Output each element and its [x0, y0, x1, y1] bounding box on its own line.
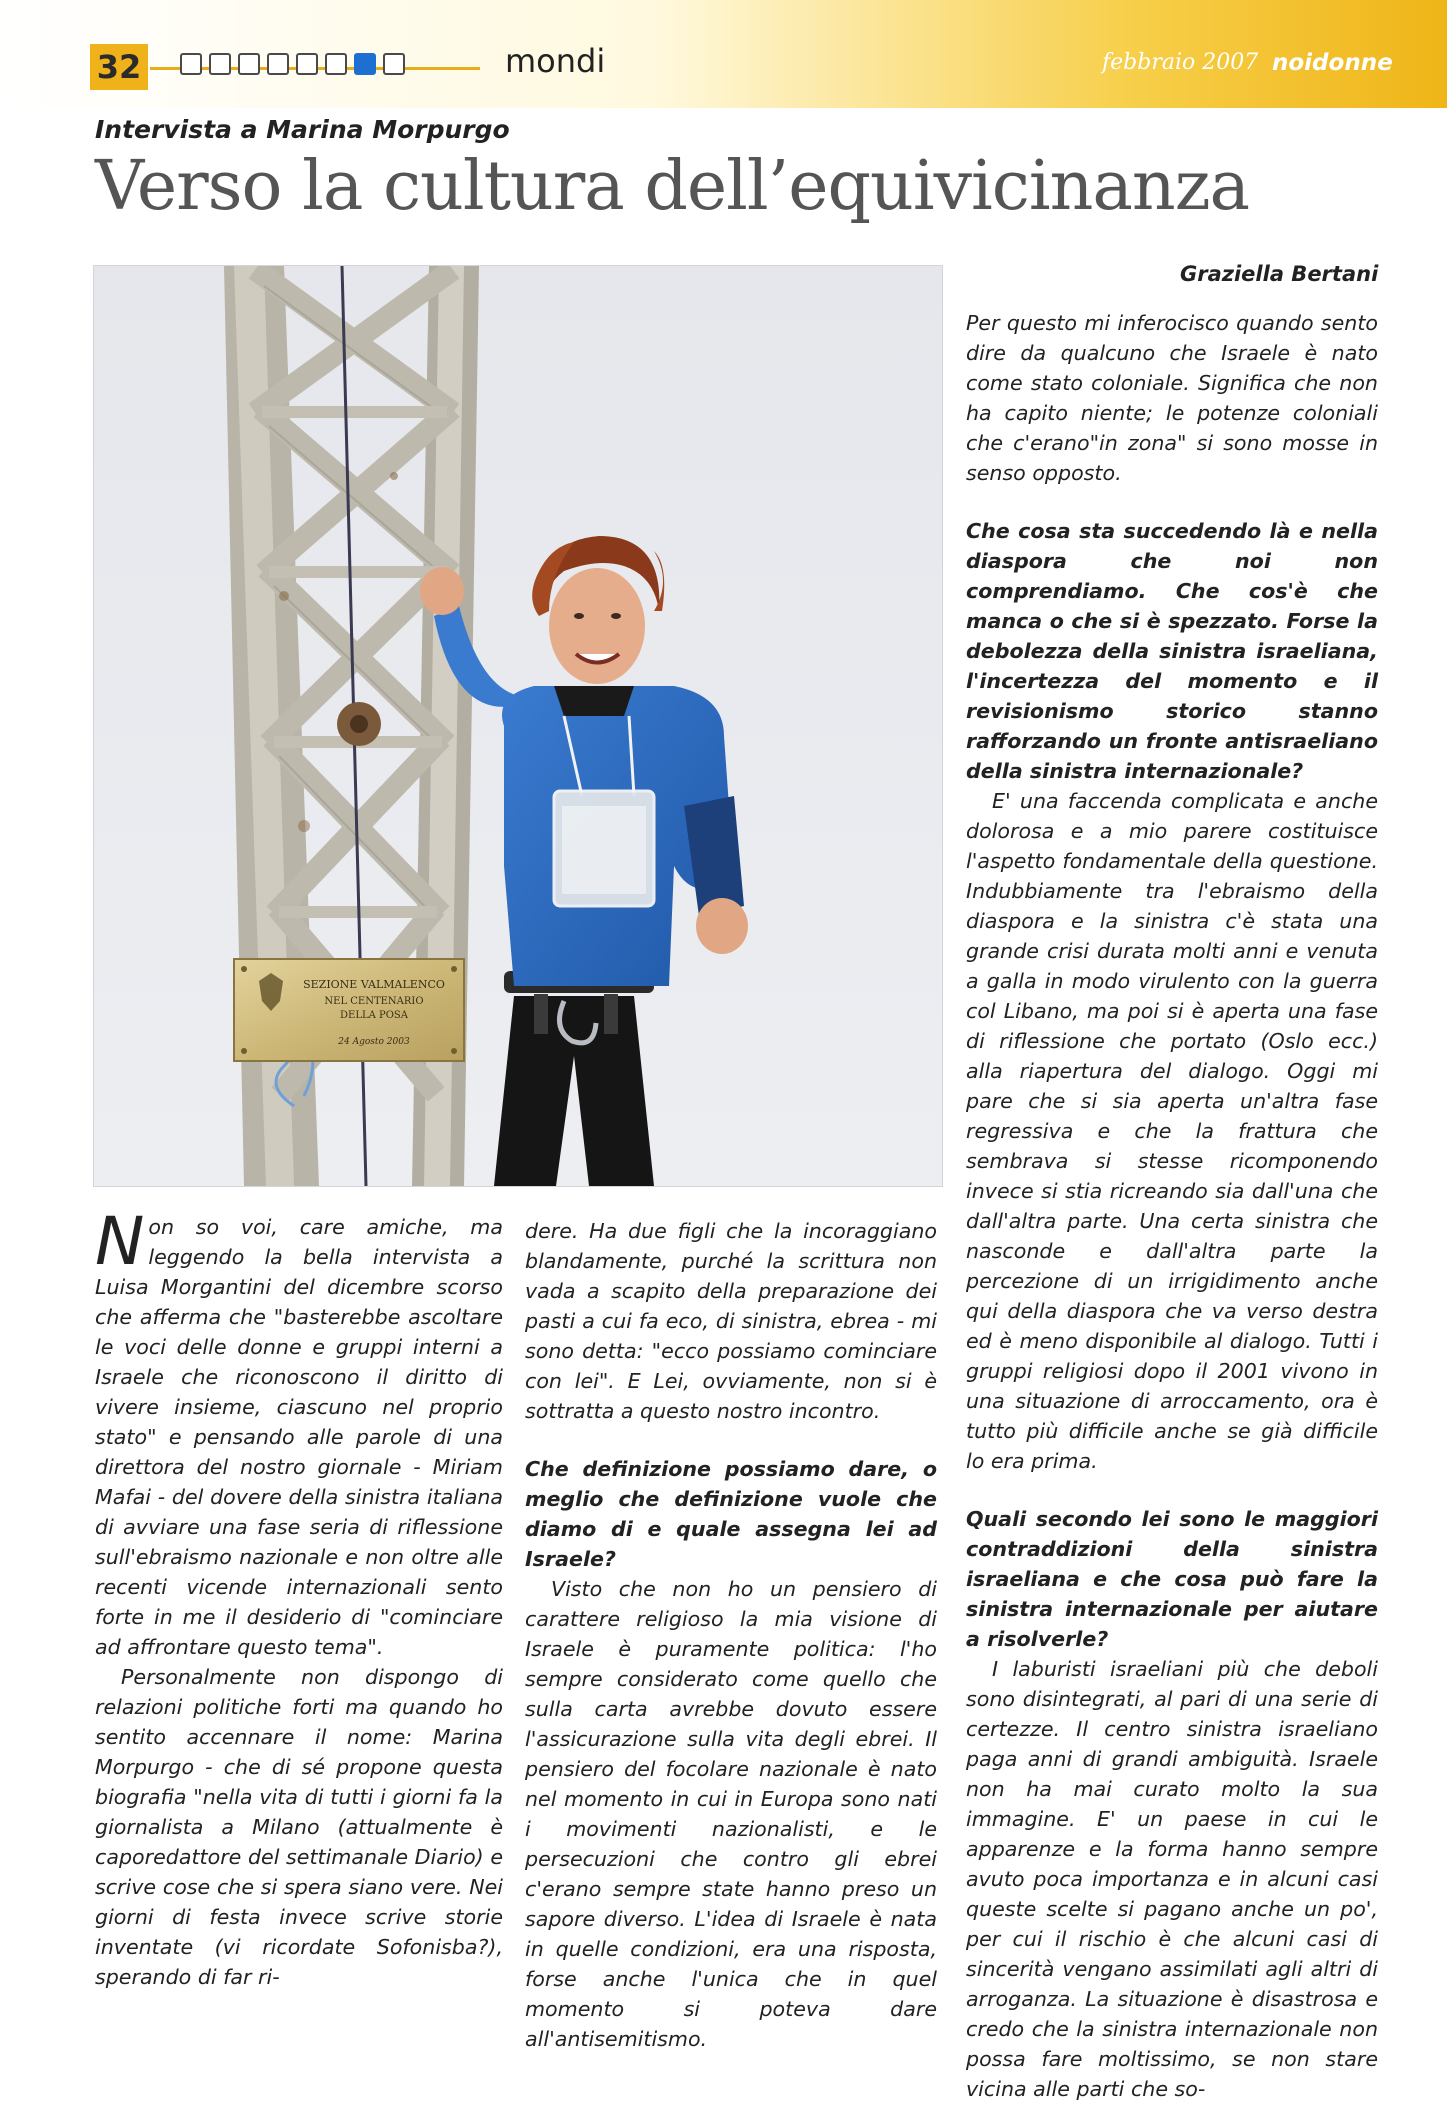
article-author: Graziella Bertani: [1180, 262, 1379, 286]
intro-text: on so voi, care amiche, ma leggendo la bella intervista a Luisa Morgantini del dicembre scorso che afferma che "basterebbe ascoltare le voci delle donne e gruppi interni a Israele che riconoscono il diritto di vivere insieme, ciascuno nel proprio stato" e pensando alle parole di una direttora del nostro giornale - Miriam Mafai - del dovere della sinistra italiana di avviare una fase seria di riflessione sull'ebraismo nazionale e non oltre alle recenti vicende internazionali sento forte in me il desiderio di "cominciare ad affrontare questo tema".: [95, 1215, 503, 1659]
intro-paragraph: [95, 1203, 503, 1662]
magazine-name: noidonne: [1272, 50, 1393, 76]
interview-answer: I laburisti israeliani più che deboli sono disintegrati, al pari di una serie di certezze. Il centro sinistra israeliano paga anni di grandi ambiguità. Israele non ha mai curato molto la sua immagine. E' un paese in cui le apparenze e la forma hanno sempre avuto poca importanza e in alcuni casi queste scelte si pagano anche un po', per cui il rischio è che alcuni casi di sincerità vengano assimilati agli altri di arroganza. La situazione è disastrosa e credo che la sinistra internazionale non possa fare moltissimo, se non stare vicina alle parti che so-: [966, 1657, 1378, 2101]
interview-answer: E' una faccenda complicata e anche dolorosa e a mio parere costituisce l'aspetto fondamentale della questione. Indubbiamente tra l'ebraismo della diaspora e la sinistra c'è stata una grande crisi durata molti anni e venuta a galla in modo virulento con la guerra col Libano, ma poi si è aperta una fase di riflessione che portato (Oslo ecc.) alla riapertura del dialogo. Oggi mi pare che si sia aperta un'altra fase regressiva e che la frattura che sembrava si stesse ricomponendo invece si stia ricreando sia dall'una che dall'altra parte. Una certa sinistra che nasconde e dall'altra parte la percezione di un irrigidimento anche qui della diaspora che va verso destra ed è meno disponibile al dialogo. Tutti i gruppi religiosi dopo il 2001 vivono in una situazione di arroccamento, ora è tutto più difficile anche se già difficile lo era prima.: [966, 789, 1378, 1473]
indicator-box: [325, 53, 347, 75]
article-column-2: [525, 1216, 937, 2054]
article-column-1: [95, 1203, 503, 1992]
indicator-box-active: [354, 53, 376, 75]
paragraph: dere. Ha due figli che la incoraggiano blandamente, purché la scrittura non vada a scapito della preparazione dei pasti a cui fa eco, di sinistra, ebrea - mi sono detta: "ecco possiamo cominciare con lei". E Lei, ovviamente, non si è sottratta a questo nostro incontro.: [525, 1219, 937, 1423]
interview-question: Che cosa sta succedendo là e nella diaspora che noi non comprendiamo. Che cos'è che manca o che si è spezzato. Forse la debolezza della sinistra israeliana, l'incertezza del momento e il revisionismo storico stanno rafforzando un fronte antisraeliano della sinistra internazionale?: [966, 519, 1378, 783]
paragraph: Per questo mi inferocisco quando sento dire da qualcuno che Israele è nato come stato coloniale. Significa che non ha capito niente; le potenze coloniali che c'erano"in zona" si sono mosse in senso opposto.: [966, 311, 1378, 485]
paragraph: Personalmente non dispongo di relazioni politiche forti ma quando ho sentito accennare il nome: Marina Morpurgo - che di sé propone questa biografia "nella vita di tutti i giorni fa la giornalista a Milano (attualmente è caporedattore del settimanale Diario) e scrive cose che si spera siano vere. Nei giorni di festa invece scrive storie inventate (vi ricordate Sofonisba?), sperando di far ri-: [95, 1665, 503, 1989]
plaque-text-3: DELLA POSA: [340, 1010, 408, 1021]
article-title: Verso la cultura dell’equivicinanza: [95, 147, 1250, 226]
interview-answer: Visto che non ho un pensiero di carattere religioso la mia visione di Israele è puramente politica: l'ho sempre considerato come quello che sulla carta avrebbe dovuto essere l'assicurazione sulla vita degli ebrei. Il pensiero del focolare nazionale è nato nel momento in cui in Europa sono nati i movimenti nazionalisti, e le persecuzioni che contro gli ebrei c'erano sempre state hanno preso un sapore diverso. L'idea di Israele è nata in quelle condizioni, era una risposta, forse anche l'unica che in quel momento si poteva dare all'antisemitismo.: [525, 1577, 937, 2051]
article-column-3: [966, 308, 1378, 2104]
article-kicker: Intervista a Marina Morpurgo: [95, 115, 510, 144]
indicator-box: [180, 53, 202, 75]
indicator-box: [209, 53, 231, 75]
page-number: 32: [90, 44, 148, 90]
issue-date: febbraio 2007: [1102, 50, 1259, 75]
interview-question: Quali secondo lei sono le maggiori contraddizioni della sinistra israeliana e che cosa può fare la sinistra internazionale per aiutare a risolverle?: [966, 1507, 1378, 1651]
interview-question: Che definizione possiamo dare, o meglio che definizione vuole che diamo di e quale assegna lei ad Israele?: [525, 1457, 937, 1571]
photo-illustration: [94, 266, 942, 1186]
section-indicator: [180, 53, 405, 75]
plaque-date: 24 Agosto 2003: [338, 1037, 410, 1047]
section-name: mondi: [505, 42, 606, 80]
plaque-text-1: SEZIONE VALMALENCO: [303, 978, 445, 991]
indicator-box: [296, 53, 318, 75]
drop-cap: N: [95, 1203, 145, 1280]
plaque-text-2: NEL CENTENARIO: [324, 996, 424, 1007]
indicator-box: [267, 53, 289, 75]
indicator-box: [383, 53, 405, 75]
indicator-box: [238, 53, 260, 75]
article-photo: [93, 265, 943, 1187]
